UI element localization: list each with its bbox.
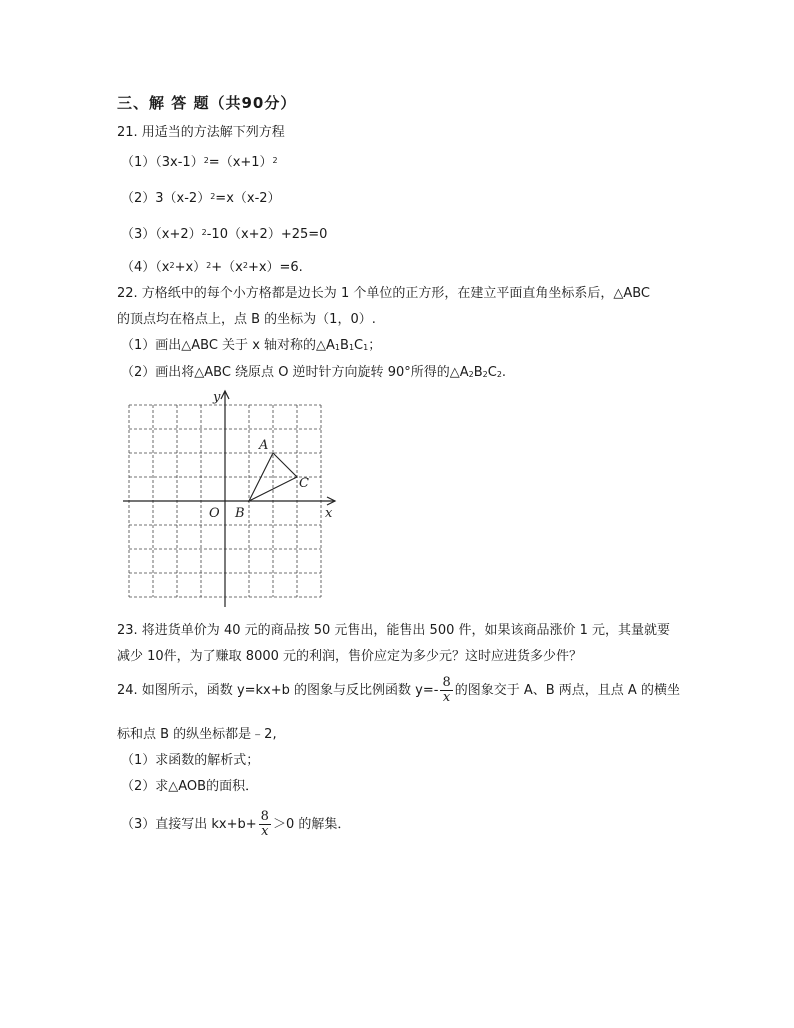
point-c-label: C — [299, 476, 309, 491]
q22-sub-1: （1）画出△ABC 关于 x 轴对称的$\triangle A_1B_1C_1$； — [121, 338, 382, 353]
point-a-label: A — [259, 438, 269, 453]
q22-sub-2: （2）画出将△ABC 绕原点 O 逆时针方向旋转 90°所得的$\triangle A_2B_2C_2$. — [121, 365, 507, 380]
q21-stem: 21. 用适当的方法解下列方程 — [117, 125, 285, 140]
q21-item-1: $(1)(3x-1)^2=(x+1)^2$ — [121, 155, 278, 170]
q23-line-1: 23. 将进货单价为 40 元的商品按 50 元售出，能售出 500 件，如果该商品涨价 1 元，其量就要 — [117, 623, 671, 638]
coordinate-grid-figure — [118, 385, 340, 611]
section-title: 三、解 答 题（共90分） — [117, 94, 297, 112]
q24-line-1: 24. 如图所示，函数 y=kx+b 的图象与反比例函数 y=- $\frac{8}{x}$ 的图象交于 A、B 两点，且点 A 的横坐 — [117, 675, 680, 705]
origin-label: O — [209, 506, 220, 521]
fraction-8-over-x: $\frac{8}{x}$ — [260, 809, 269, 839]
q24-sub-1: （1）求函数的解析式； — [121, 753, 260, 768]
q24-sub-3: （3）直接写出 kx+b+ $\frac{8}{x}$ ＞0 的解集． — [121, 809, 351, 839]
q21-item-2: $(2)3(x-2)^2=x(x-2)$ — [121, 191, 281, 206]
point-b-label: B — [235, 506, 245, 521]
fraction-8-over-x: $\frac{8}{x}$ — [442, 675, 451, 705]
q22-line-1: 22. 方格纸中的每个小方格都是边长为 1 个单位的正方形，在建立平面直角坐标系后，△ABC — [117, 286, 651, 301]
q24-sub-2: （2）求△AOB的面积． — [121, 779, 259, 794]
axes — [123, 391, 335, 607]
q21-item-3: $(3)(x+2)^2-10(x+2)+25=0$ — [121, 227, 328, 242]
q21-item-4: $(4)(x^2+x)^2+(x^2+x)=6$. — [121, 260, 303, 275]
y-axis-label: y — [213, 390, 221, 405]
q23-line-2: 减少 10件，为了赚取 8000 元的利润，售价应定为多少元？这时应进货多少件？ — [117, 649, 583, 664]
x-axis-label: x — [325, 506, 333, 521]
q22-line-2: 的顶点均在格点上，点 B 的坐标为（1，0）. — [117, 312, 376, 327]
q24-line-2: 标和点 B 的纵坐标都是﹣2, — [117, 727, 277, 742]
